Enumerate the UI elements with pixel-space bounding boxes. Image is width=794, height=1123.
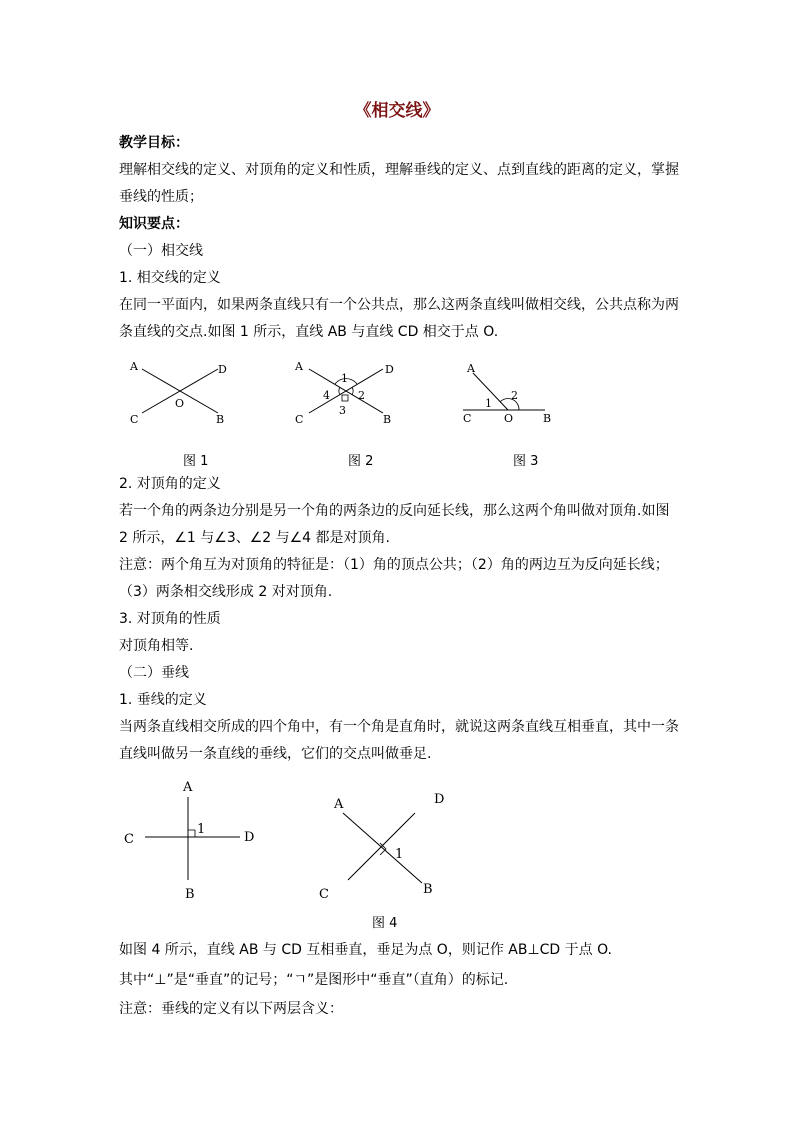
fig4-right-label-c: C — [319, 887, 329, 902]
figure-4-left — [115, 775, 275, 905]
figure-3 — [455, 355, 565, 430]
fig4-caption: 图 4 — [372, 916, 398, 931]
item4-line-1: 当两条直线相交所成的四个角中，有一个角是直角时，就说这两条直线互相垂直，其中一条 — [119, 719, 679, 735]
fig3-label-1: 1 — [485, 397, 492, 410]
fig2-caption: 图 2 — [348, 454, 374, 469]
page-title: 《相交线》 — [354, 101, 440, 121]
fig4-right-label-a: A — [334, 797, 344, 812]
item1-line-2: 条直线的交点.如图 1 所示，直线 AB 与直线 CD 相交于点 O. — [119, 324, 499, 340]
item2-line-2: 2 所示，∠1 与∠3、∠2 与∠4 都是对顶角. — [119, 530, 390, 546]
note1-line-1: 注意：两个角互为对顶角的特征是：（1）角的顶点公共；（2）角的两边互为反向延长线； — [119, 557, 669, 573]
fig1-caption: 图 1 — [183, 454, 209, 469]
fig2-label-4: 4 — [323, 389, 330, 402]
fig2-label-2: 2 — [358, 389, 365, 402]
objectives-line-1: 理解相交线的定义、对顶角的定义和性质，理解垂线的定义、点到直线的距离的定义，掌握 — [119, 162, 679, 178]
figure-2 — [285, 355, 405, 430]
item3-heading: 3. 对顶角的性质 — [119, 611, 221, 627]
fig4-right-label-d: D — [434, 792, 445, 807]
fig2-label-a: A — [295, 360, 303, 373]
fig4-right-label-1: 1 — [395, 847, 404, 862]
fig4-left-label-c: C — [124, 832, 134, 847]
para-symbol: 其中“⊥”是“垂直”的记号；“ㄱ”是图形中“垂直”（直角）的标记. — [119, 972, 509, 988]
fig1-label-c: C — [130, 413, 139, 426]
objectives-heading: 教学目标： — [119, 135, 189, 151]
fig2-label-d: D — [385, 363, 394, 376]
fig1-label-a: A — [130, 360, 138, 373]
fig1-label-o: O — [175, 397, 185, 410]
note1-line-2: （3）两条相交线形成 2 对对顶角. — [119, 584, 333, 600]
fig3-label-c: C — [463, 412, 472, 425]
figure-1 — [120, 355, 240, 430]
fig2-label-3: 3 — [339, 404, 346, 417]
section-intersecting-lines: （一）相交线 — [119, 243, 203, 259]
fig4-left-label-a: A — [183, 780, 193, 795]
fig3-label-2: 2 — [511, 389, 518, 402]
fig3-label-b: B — [543, 412, 552, 425]
item4-line-2: 直线叫做另一条直线的垂线，它们的交点叫做垂足. — [119, 746, 432, 762]
fig3-label-o: O — [504, 412, 514, 425]
fig1-label-b: B — [216, 413, 225, 426]
fig4-right-label-b: B — [423, 882, 433, 897]
item3-body: 对顶角相等. — [119, 638, 194, 654]
item1-heading: 1. 相交线的定义 — [119, 270, 221, 286]
para-fig4: 如图 4 所示，直线 AB 与 CD 互相垂直，垂足为点 O，则记作 AB⊥CD 于点 O. — [119, 942, 612, 958]
figure-4-right — [310, 785, 460, 905]
key-points-heading: 知识要点： — [119, 216, 189, 232]
section-perpendicular: （二）垂线 — [119, 665, 189, 681]
fig2-label-b: B — [383, 413, 392, 426]
item1-line-1: 在同一平面内，如果两条直线只有一个公共点，那么这两条直线叫做相交线，公共点称为两 — [119, 297, 679, 313]
fig4-left-label-d: D — [244, 830, 255, 845]
item2-line-1: 若一个角的两条边分别是另一个角的两条边的反向延长线，那么这两个角叫做对顶角.如图 — [119, 503, 670, 519]
fig3-label-a: A — [467, 362, 475, 375]
fig3-caption: 图 3 — [513, 454, 539, 469]
note2: 注意：垂线的定义有以下两层含义： — [119, 1001, 343, 1017]
item2-heading: 2. 对顶角的定义 — [119, 476, 221, 492]
fig4-left-label-1: 1 — [197, 822, 206, 837]
fig1-label-d: D — [218, 363, 227, 376]
item4-heading: 1. 垂线的定义 — [119, 692, 207, 708]
fig4-left-label-b: B — [185, 887, 195, 902]
objectives-line-2: 垂线的性质； — [119, 189, 203, 205]
fig2-label-c: C — [295, 413, 304, 426]
fig2-label-1: 1 — [341, 372, 348, 385]
